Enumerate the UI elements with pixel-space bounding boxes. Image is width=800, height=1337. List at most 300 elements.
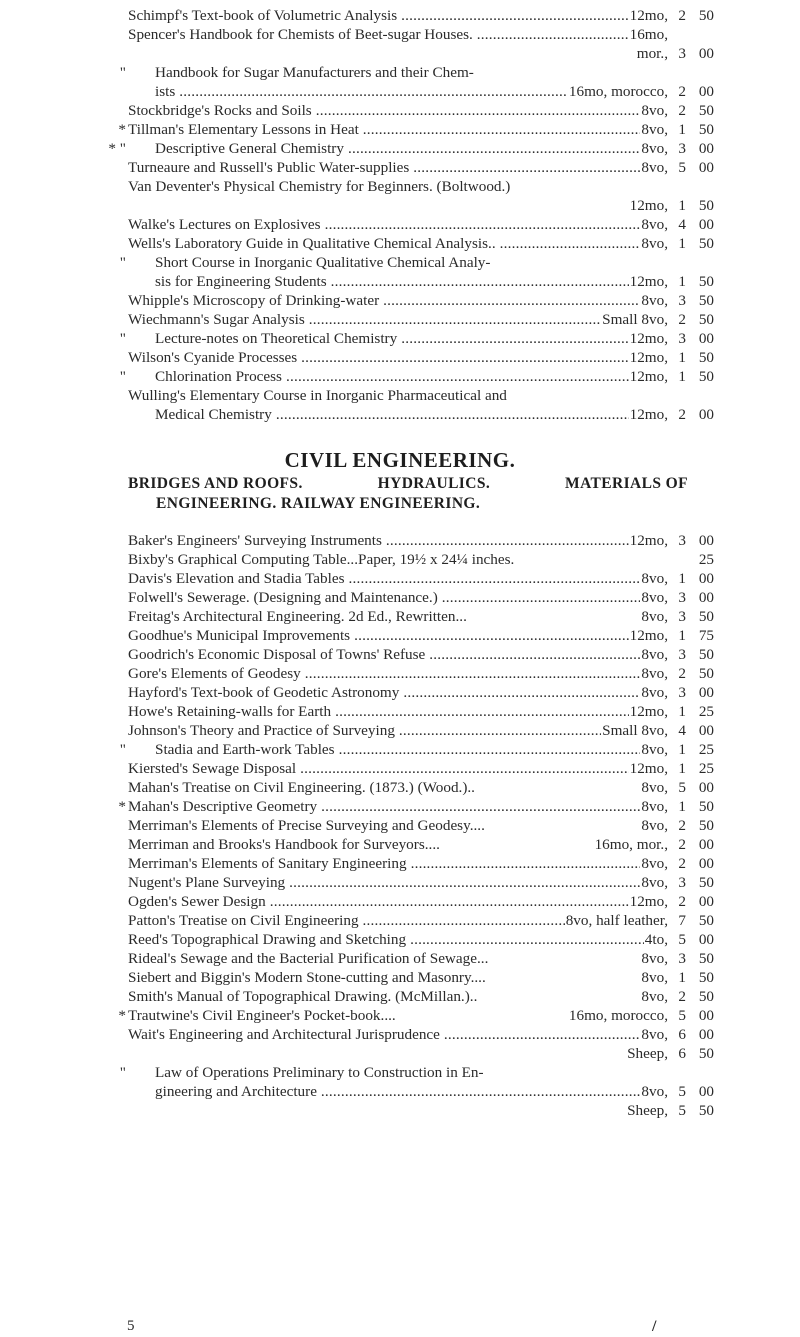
book-format: 8vo,	[641, 779, 668, 796]
subheading-bridges: BRIDGES AND ROOFS.	[128, 475, 303, 492]
book-format: 12mo,	[629, 893, 668, 910]
book-price	[672, 797, 732, 816]
ditto-marker: *	[118, 121, 126, 138]
price-cents: 50	[698, 349, 714, 366]
title-text: Merriman's Elements of Precise Surveying and Geodesy....	[128, 817, 485, 834]
book-title	[155, 367, 645, 386]
book-price	[672, 702, 732, 721]
book-price	[672, 892, 732, 911]
book-format: 8vo,	[641, 741, 668, 758]
price-cents: 00	[698, 1026, 714, 1043]
book-format: Sheep,	[627, 1045, 668, 1062]
title-text: Stadia and Earth-work Tables .....	[155, 741, 645, 758]
book-format: 8vo,	[641, 950, 668, 967]
book-entry	[0, 892, 800, 911]
book-price	[672, 272, 732, 291]
price-dollars: 1	[678, 368, 686, 385]
book-title	[155, 1082, 645, 1101]
price-dollars: 5	[678, 1007, 686, 1024]
price-dollars: 1	[678, 969, 686, 986]
price-dollars: 1	[678, 121, 686, 138]
book-entry	[0, 759, 800, 778]
title-text: Trautwine's Civil Engineer's Pocket-book....	[128, 1007, 396, 1024]
price-cents: 50	[698, 798, 714, 815]
book-price	[672, 158, 732, 177]
title-text: Reed's Topographical Drawing and Sketching .....	[128, 931, 645, 948]
book-title	[128, 120, 645, 139]
title-text: Freitag's Architectural Engineering. 2d Ed., Rewritten...	[128, 608, 467, 625]
title-text: Wulling's Elementary Course in Inorganic Pharmaceutical and	[128, 387, 507, 404]
title-text: Wiechmann's Sugar Analysis .....	[128, 311, 645, 328]
book-format: 8vo,	[641, 665, 668, 682]
book-price	[672, 1082, 732, 1101]
price-cents: 75	[698, 627, 714, 644]
book-title	[128, 892, 645, 911]
book-title	[155, 63, 645, 82]
title-text: Goodrich's Economic Disposal of Towns' Refuse .....	[128, 646, 645, 663]
book-price	[672, 63, 732, 82]
price-dollars: 1	[678, 627, 686, 644]
book-format: 12mo,	[629, 273, 668, 290]
book-format: 16mo, morocco,	[568, 83, 668, 100]
price-cents: 00	[698, 589, 714, 606]
book-format: 12mo,	[629, 532, 668, 549]
book-entry	[0, 1082, 800, 1101]
price-cents: 00	[698, 779, 714, 796]
book-price	[672, 177, 732, 196]
price-dollars: 5	[678, 779, 686, 796]
book-price	[672, 835, 732, 854]
price-cents: 00	[698, 855, 714, 872]
book-price	[672, 25, 732, 44]
book-format: 8vo,	[641, 235, 668, 252]
book-title	[128, 778, 645, 797]
ditto-marker: "	[119, 254, 126, 271]
price-dollars: 1	[678, 570, 686, 587]
price-cents: 50	[698, 292, 714, 309]
book-entry	[0, 683, 800, 702]
price-dollars: 6	[678, 1045, 686, 1062]
price-cents: 00	[698, 140, 714, 157]
book-entry	[0, 82, 800, 101]
book-price	[672, 531, 732, 550]
book-price	[672, 664, 732, 683]
title-text: Gore's Elements of Geodesy .....	[128, 665, 645, 682]
book-entry	[0, 1006, 800, 1025]
price-dollars: 3	[678, 608, 686, 625]
title-text: Siebert and Biggin's Modern Stone-cutting and Masonry....	[128, 969, 486, 986]
book-format: 8vo,	[641, 140, 668, 157]
book-price	[672, 949, 732, 968]
price-dollars: 3	[678, 589, 686, 606]
price-cents: 50	[698, 273, 714, 290]
book-title	[128, 930, 645, 949]
book-entry	[0, 367, 800, 386]
book-price	[672, 253, 732, 272]
book-title	[128, 569, 645, 588]
book-format: 8vo,	[641, 159, 668, 176]
book-price	[672, 1063, 732, 1082]
price-cents: 50	[698, 950, 714, 967]
title-text: Smith's Manual of Topographical Drawing. (McMillan.)..	[128, 988, 478, 1005]
price-cents: 00	[698, 570, 714, 587]
price-cents: 00	[698, 931, 714, 948]
book-entry	[0, 253, 800, 272]
book-format: 12mo,	[629, 703, 668, 720]
book-title	[128, 310, 645, 329]
book-format: 8vo,	[641, 570, 668, 587]
price-dollars: 2	[678, 83, 686, 100]
book-title	[128, 645, 645, 664]
price-dollars: 3	[678, 684, 686, 701]
price-dollars: 2	[678, 7, 686, 24]
price-cents: 50	[698, 7, 714, 24]
price-cents: 50	[698, 197, 714, 214]
book-title	[128, 234, 645, 253]
price-cents: 00	[698, 216, 714, 233]
book-price	[672, 139, 732, 158]
book-format: 8vo,	[641, 1026, 668, 1043]
price-cents: 25	[698, 703, 714, 720]
price-dollars: 3	[678, 45, 686, 62]
book-format: Small 8vo,	[602, 722, 668, 739]
price-dollars: 2	[678, 406, 686, 423]
price-cents: 50	[698, 817, 714, 834]
price-dollars: 7	[678, 912, 686, 929]
book-entry	[0, 968, 800, 987]
price-cents: 50	[698, 121, 714, 138]
book-format: 8vo,	[641, 292, 668, 309]
book-entry	[0, 854, 800, 873]
price-cents: 00	[698, 532, 714, 549]
book-entry	[0, 196, 800, 215]
book-format: 12mo,	[629, 330, 668, 347]
price-cents: 50	[698, 646, 714, 663]
chemistry-book-list	[0, 6, 800, 424]
price-dollars: 2	[678, 665, 686, 682]
book-format: 4to,	[644, 931, 668, 948]
price-cents: 50	[698, 235, 714, 252]
book-price	[672, 405, 732, 424]
title-text: Merriman's Elements of Sanitary Engineering .....	[128, 855, 645, 872]
section-heading: CIVIL ENGINEERING.	[284, 448, 516, 472]
title-text: Rideal's Sewage and the Bacterial Purification of Sewage...	[128, 950, 489, 967]
book-entry	[0, 63, 800, 82]
title-text: Lecture-notes on Theoretical Chemistry .....	[155, 330, 645, 347]
book-title	[128, 721, 645, 740]
title-text: Mahan's Treatise on Civil Engineering. (1873.) (Wood.)..	[128, 779, 475, 796]
title-text: Davis's Elevation and Stadia Tables .....	[128, 570, 645, 587]
book-price	[672, 569, 732, 588]
book-format: 8vo,	[641, 798, 668, 815]
book-price	[672, 550, 732, 569]
book-entry	[0, 139, 800, 158]
title-text: Folwell's Sewerage. (Designing and Maintenance.) .....	[128, 589, 645, 606]
book-entry	[0, 25, 800, 44]
book-format: 8vo,	[641, 874, 668, 891]
price-dollars: 3	[678, 292, 686, 309]
price-cents: 25	[698, 760, 714, 777]
title-text: Goodhue's Municipal Improvements .....	[128, 627, 645, 644]
price-cents: 00	[698, 330, 714, 347]
book-format: 16mo, mor.,	[594, 836, 668, 853]
book-title	[155, 253, 645, 272]
book-price	[672, 82, 732, 101]
title-text: Medical Chemistry .....	[155, 406, 645, 423]
price-dollars: 2	[678, 988, 686, 1005]
book-price	[672, 854, 732, 873]
book-title	[128, 664, 645, 683]
book-price	[672, 987, 732, 1006]
book-format: 8vo,	[641, 646, 668, 663]
book-format: Sheep,	[627, 1102, 668, 1119]
ditto-marker: *	[118, 1007, 126, 1024]
book-price	[672, 348, 732, 367]
price-cents: 50	[698, 665, 714, 682]
book-entry	[0, 44, 800, 63]
book-title	[128, 835, 645, 854]
title-text: Wilson's Cyanide Processes .....	[128, 349, 645, 366]
title-text: Baker's Engineers' Surveying Instruments .....	[128, 532, 645, 549]
book-entry	[0, 835, 800, 854]
book-price	[672, 386, 732, 405]
book-title	[155, 272, 645, 291]
book-title	[128, 158, 645, 177]
book-entry	[0, 778, 800, 797]
price-cents: 50	[698, 969, 714, 986]
book-format: 8vo,	[641, 684, 668, 701]
title-text: Stockbridge's Rocks and Soils .....	[128, 102, 645, 119]
price-cents: 50	[698, 1102, 714, 1119]
title-text: Whipple's Microscopy of Drinking-water .....	[128, 292, 645, 309]
book-title	[128, 816, 645, 835]
title-text: ists .....	[155, 83, 645, 100]
book-title	[128, 607, 645, 626]
book-entry	[0, 177, 800, 196]
price-dollars: 1	[678, 703, 686, 720]
book-entry	[0, 645, 800, 664]
book-title	[128, 702, 645, 721]
price-dollars: 3	[678, 140, 686, 157]
book-entry	[0, 531, 800, 550]
book-price	[672, 310, 732, 329]
book-entry	[0, 1101, 800, 1120]
ditto-marker: "	[119, 368, 126, 385]
price-dollars: 1	[678, 798, 686, 815]
price-dollars: 4	[678, 216, 686, 233]
book-title	[128, 177, 645, 196]
price-dollars: 2	[678, 836, 686, 853]
book-entry	[0, 626, 800, 645]
price-dollars: 3	[678, 532, 686, 549]
book-price	[672, 367, 732, 386]
price-cents: 00	[698, 684, 714, 701]
book-entry	[0, 1025, 800, 1044]
title-text: Patton's Treatise on Civil Engineering .....	[128, 912, 645, 929]
book-title	[128, 759, 645, 778]
ditto-marker: "	[119, 741, 126, 758]
book-price	[672, 291, 732, 310]
price-cents: 50	[698, 608, 714, 625]
book-title	[155, 329, 645, 348]
price-dollars: 5	[678, 1102, 686, 1119]
price-cents: 00	[698, 722, 714, 739]
book-entry	[0, 664, 800, 683]
price-cents: 25	[698, 741, 714, 758]
civil-engineering-book-list	[0, 531, 800, 1120]
book-title	[128, 588, 645, 607]
price-dollars: 2	[678, 855, 686, 872]
title-text: Kiersted's Sewage Disposal .....	[128, 760, 645, 777]
book-entry	[0, 386, 800, 405]
book-price	[672, 721, 732, 740]
book-price	[672, 1006, 732, 1025]
subheading-hydraulics: HYDRAULICS.	[377, 475, 491, 492]
book-format: 8vo,	[641, 121, 668, 138]
book-format: Small 8vo,	[602, 311, 668, 328]
title-text: Hayford's Text-book of Geodetic Astronomy .....	[128, 684, 645, 701]
book-entry	[0, 272, 800, 291]
title-text: Tillman's Elementary Lessons in Heat .....	[128, 121, 645, 138]
title-text: Descriptive General Chemistry .....	[155, 140, 645, 157]
price-dollars: 5	[678, 159, 686, 176]
book-title	[128, 968, 645, 987]
book-title	[128, 386, 645, 405]
book-price	[672, 626, 732, 645]
book-entry	[0, 588, 800, 607]
book-format: 8vo,	[641, 817, 668, 834]
book-entry	[0, 158, 800, 177]
book-title	[128, 550, 645, 569]
book-price	[672, 215, 732, 234]
book-format: mor.,	[636, 45, 668, 62]
book-entry	[0, 911, 800, 930]
book-entry	[0, 740, 800, 759]
book-format: 12mo,	[629, 760, 668, 777]
title-text: Van Deventer's Physical Chemistry for Beginners. (Boltwood.)	[128, 178, 511, 195]
book-price	[672, 120, 732, 139]
book-entry	[0, 873, 800, 892]
price-cents: 00	[698, 1007, 714, 1024]
title-text: Mahan's Descriptive Geometry .....	[128, 798, 645, 815]
price-dollars: 3	[678, 874, 686, 891]
book-format: 8vo,	[641, 589, 668, 606]
price-cents: 50	[698, 912, 714, 929]
book-price	[672, 740, 732, 759]
price-cents: 00	[698, 836, 714, 853]
book-title	[128, 626, 645, 645]
book-price	[672, 607, 732, 626]
price-dollars: 3	[678, 330, 686, 347]
book-title	[128, 531, 645, 550]
price-cents: 00	[698, 83, 714, 100]
book-entry	[0, 816, 800, 835]
price-dollars: 4	[678, 722, 686, 739]
price-cents: 50	[698, 988, 714, 1005]
book-format: 8vo,	[641, 1083, 668, 1100]
title-text: Handbook for Sugar Manufacturers and their Chem-	[155, 64, 474, 81]
book-price	[672, 1101, 732, 1120]
price-cents: 00	[698, 1083, 714, 1100]
title-text: Nugent's Plane Surveying .....	[128, 874, 645, 891]
book-price	[672, 759, 732, 778]
title-text: Howe's Retaining-walls for Earth .....	[128, 703, 645, 720]
book-title	[128, 854, 645, 873]
price-cents: 50	[698, 311, 714, 328]
title-text: Merriman and Brooks's Handbook for Surveyors....	[128, 836, 440, 853]
book-entry	[0, 930, 800, 949]
book-entry	[0, 291, 800, 310]
stray-ink-mark: /	[652, 1318, 657, 1335]
price-cents: 00	[698, 406, 714, 423]
book-format: 12mo,	[629, 627, 668, 644]
book-price	[672, 6, 732, 25]
title-text: Johnson's Theory and Practice of Surveying .....	[128, 722, 645, 739]
book-entry	[0, 348, 800, 367]
book-entry	[0, 949, 800, 968]
title-text: Wells's Laboratory Guide in Qualitative Chemical Analysis.. .....	[128, 235, 645, 252]
book-title	[128, 101, 645, 120]
book-entry	[0, 234, 800, 253]
title-text: gineering and Architecture .....	[155, 1083, 645, 1100]
title-text: Turneaure and Russell's Public Water-supplies .....	[128, 159, 645, 176]
book-format: 8vo,	[641, 988, 668, 1005]
price-dollars: 2	[678, 893, 686, 910]
subheading-line-2: ENGINEERING. RAILWAY ENGINEERING.	[156, 495, 481, 512]
book-price	[672, 196, 732, 215]
book-title	[128, 949, 645, 968]
book-price	[672, 816, 732, 835]
book-format: 8vo,	[641, 855, 668, 872]
ditto-marker: * "	[108, 140, 126, 157]
book-title	[128, 291, 645, 310]
price-dollars: 3	[678, 646, 686, 663]
book-format: 16mo,	[629, 26, 668, 43]
book-price	[672, 683, 732, 702]
ditto-marker: *	[118, 798, 126, 815]
book-format: 12mo,	[629, 7, 668, 24]
price-dollars: 5	[678, 931, 686, 948]
section-subheading	[128, 474, 688, 514]
book-title	[155, 740, 645, 759]
title-text: sis for Engineering Students .....	[155, 273, 645, 290]
price-dollars: 1	[678, 741, 686, 758]
title-text: Schimpf's Text-book of Volumetric Analysis .....	[128, 7, 645, 24]
book-entry	[0, 101, 800, 120]
page-number: 5	[127, 1318, 135, 1334]
book-title	[128, 215, 645, 234]
book-price	[672, 968, 732, 987]
price-cents: 00	[698, 159, 714, 176]
title-text: Bixby's Graphical Computing Table...Paper, 19½ x 24¼ inches.	[128, 551, 515, 568]
book-title	[128, 25, 645, 44]
price-dollars: 5	[678, 1083, 686, 1100]
price-cents: 00	[698, 45, 714, 62]
book-price	[672, 778, 732, 797]
book-entry	[0, 120, 800, 139]
book-entry	[0, 987, 800, 1006]
ditto-marker: "	[119, 330, 126, 347]
book-format: 12mo,	[629, 349, 668, 366]
price-cents: 25	[698, 551, 714, 568]
price-dollars: 1	[678, 197, 686, 214]
book-price	[672, 873, 732, 892]
ditto-marker: "	[119, 64, 126, 81]
book-entry	[0, 215, 800, 234]
book-title	[128, 348, 645, 367]
book-price	[672, 234, 732, 253]
book-format: 8vo,	[641, 608, 668, 625]
